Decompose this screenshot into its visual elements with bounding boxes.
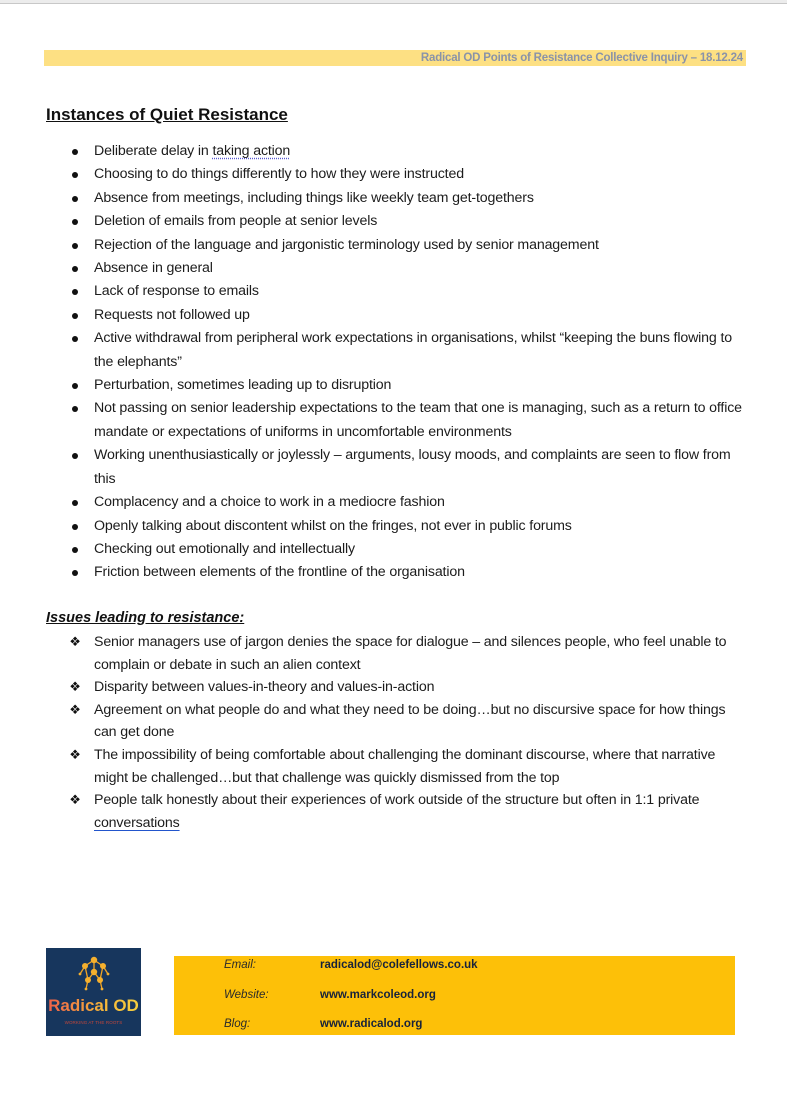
- list-item-text: Openly talking about discontent whilst on the fringes, not ever in public forums: [94, 517, 572, 534]
- page-top-edge: [0, 0, 787, 4]
- grammar-marked-text[interactable]: taking action: [212, 143, 291, 159]
- document-header-text: Radical OD Points of Resistance Collective Inquiry – 18.12.24: [420, 52, 743, 64]
- list-item: [0, 444, 787, 491]
- list-item: [0, 280, 787, 303]
- list-item-text: Friction between elements of the frontline of the organisation: [94, 564, 465, 581]
- document-header-band: [44, 50, 746, 66]
- issues-list: [0, 631, 787, 834]
- contact-info-box: [174, 956, 735, 1035]
- list-item: [0, 631, 787, 676]
- bullet-diamond-star-icon: ❖: [69, 701, 81, 717]
- underlined-text[interactable]: conversations: [94, 814, 180, 831]
- list-item: [0, 140, 787, 163]
- list-item: [0, 374, 787, 397]
- bullet-diamond-star-icon: ❖: [69, 746, 81, 762]
- list-item: [0, 304, 787, 327]
- email-link[interactable]: radicalod@colefellows.co.uk: [320, 959, 478, 971]
- list-item: [0, 676, 787, 699]
- roots-network-icon: [76, 956, 112, 994]
- list-item-text: Rejection of the language and jargonistic terminology used by senior management: [94, 236, 599, 253]
- list-item-text: Lack of response to emails: [94, 283, 259, 300]
- instances-section-title: Instances of Quiet Resistance: [46, 105, 288, 124]
- list-item: [0, 744, 787, 789]
- list-item: [0, 515, 787, 538]
- list-item-text: Active withdrawal from peripheral work expectations in organisations, whilst “keeping the buns flowing to the elephants”: [94, 330, 732, 370]
- contact-row-email: [224, 957, 478, 973]
- issues-section-title: Issues leading to resistance:: [46, 610, 245, 626]
- list-item: [0, 163, 787, 186]
- list-item-text: People talk honestly about their experiences of work outside of the structure but often in 1:1 private: [94, 792, 700, 809]
- list-item-text: Working unenthusiastically or joylessly – arguments, lousy moods, and complaints are seen to flow from this: [94, 447, 731, 487]
- list-item: [0, 257, 787, 280]
- logo-wordmark: Radical OD: [46, 996, 141, 1016]
- list-item: [0, 789, 787, 834]
- list-item-text: Disparity between values-in-theory and values-in-action: [94, 679, 435, 696]
- list-item-text: Deliberate delay in: [94, 143, 213, 159]
- radical-od-logo: [46, 948, 141, 1036]
- list-item: [0, 234, 787, 257]
- list-item-text: Absence in general: [94, 260, 213, 277]
- bullet-diamond-star-icon: ❖: [69, 679, 81, 695]
- list-item: [0, 699, 787, 744]
- blog-link[interactable]: www.radicalod.org: [320, 1018, 423, 1030]
- list-item: [0, 538, 787, 561]
- instances-list: [0, 140, 787, 585]
- contact-row-blog: [224, 1016, 422, 1032]
- list-item-text: Requests not followed up: [94, 306, 250, 323]
- bullet-diamond-star-icon: ❖: [69, 634, 81, 649]
- list-item-text: Agreement on what people do and what they need to be doing…but no discursive space for how things can get done: [94, 701, 726, 741]
- list-item-text: Absence from meetings, including things like weekly team get-togethers: [94, 189, 534, 206]
- logo-tagline: WORKING AT THE ROOTS: [64, 1020, 123, 1025]
- email-label: Email:: [224, 959, 256, 971]
- website-link[interactable]: www.markcoleod.org: [320, 989, 436, 1001]
- list-item-text: Complacency and a choice to work in a mediocre fashion: [94, 494, 445, 511]
- list-item-text: Senior managers use of jargon denies the space for dialogue – and silences people, who feel unable to complain or debate in such an alien context: [94, 634, 727, 673]
- list-item-text: The impossibility of being comfortable about challenging the dominant discourse, where that narrative might be challenged…but that challenge was quickly dismissed from the top: [94, 746, 716, 786]
- list-item: [0, 187, 787, 210]
- list-item: [0, 210, 787, 233]
- blog-label: Blog:: [224, 1018, 251, 1030]
- list-item-text: Deletion of emails from people at senior levels: [94, 213, 378, 230]
- list-item: [0, 491, 787, 514]
- list-item-text: Perturbation, sometimes leading up to disruption: [94, 377, 392, 394]
- list-item: [0, 397, 787, 444]
- contact-row-website: [224, 987, 436, 1003]
- list-item-text: Checking out emotionally and intellectually: [94, 540, 355, 557]
- website-label: Website:: [224, 989, 269, 1001]
- list-item: [0, 327, 787, 374]
- bullet-diamond-star-icon: ❖: [69, 792, 81, 808]
- list-item: [0, 561, 787, 584]
- list-item-text: Not passing on senior leadership expectations to the team that one is managing, such as a return to office mandate or expectations of uniforms in uncomfortable environments: [94, 400, 742, 440]
- list-item-text: Choosing to do things differently to how they were instructed: [94, 166, 464, 183]
